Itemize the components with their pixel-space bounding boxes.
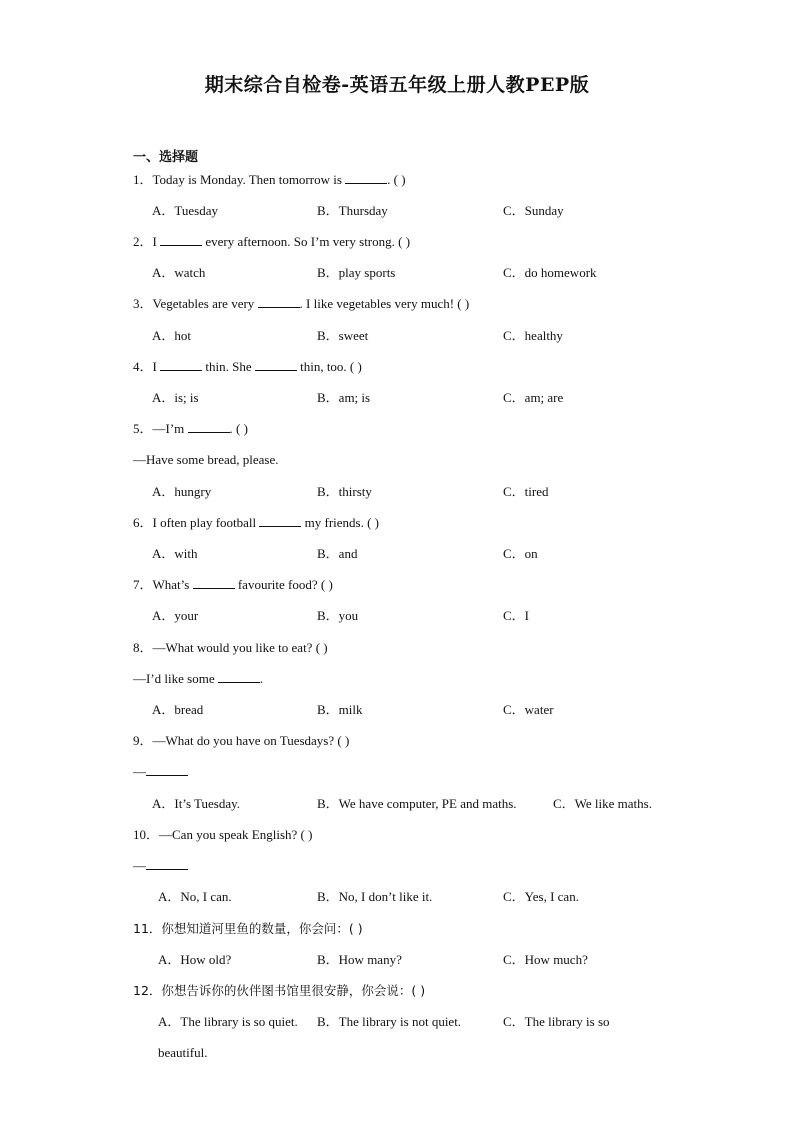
option-b[interactable]: B．Thursday xyxy=(317,203,388,218)
question-text: I xyxy=(152,234,161,249)
option-c-continued[interactable]: beautiful. xyxy=(158,1045,208,1060)
option-c[interactable]: C．The library is so xyxy=(503,1014,610,1029)
option-c[interactable]: C．Yes, I can. xyxy=(503,889,579,904)
option-a[interactable]: A．bread xyxy=(152,702,204,717)
question-text: I often play football xyxy=(152,515,260,530)
answer-blank xyxy=(160,359,202,371)
option-a[interactable]: A．with xyxy=(152,546,198,561)
option-c[interactable]: C．water xyxy=(503,702,554,717)
option-c[interactable]: C．healthy xyxy=(503,328,563,343)
answer-blank xyxy=(255,359,297,371)
question-text: thin. She xyxy=(202,359,255,374)
question-8 xyxy=(133,640,328,656)
option-b[interactable]: B．sweet xyxy=(317,328,369,343)
answer-blank xyxy=(218,671,260,683)
question-text: . xyxy=(259,671,264,686)
question-number: 6． xyxy=(133,515,153,530)
option-c[interactable]: C．do homework xyxy=(503,265,597,280)
answer-blank xyxy=(146,858,188,870)
question-number: 4． xyxy=(133,359,153,374)
question-text: —What would you like to eat? ( ) xyxy=(152,640,328,655)
option-b[interactable]: B．milk xyxy=(317,702,363,717)
option-b[interactable]: B．you xyxy=(317,608,359,623)
question-text: What’s xyxy=(152,577,193,592)
question-text: . ( ) xyxy=(229,421,248,436)
option-c[interactable]: C．on xyxy=(503,546,538,561)
option-c[interactable]: C．We like maths. xyxy=(553,796,652,811)
question-number: 7． xyxy=(133,577,153,592)
answer-line xyxy=(133,858,188,874)
question-3 xyxy=(133,296,469,312)
dialogue-line xyxy=(133,671,263,687)
option-a[interactable]: A．The library is so quiet. xyxy=(158,1014,298,1029)
option-c[interactable]: C．am; are xyxy=(503,390,564,405)
question-text: 你想告诉你的伙伴图书馆里很安静，你会说：( ) xyxy=(161,983,426,998)
question-number: 9． xyxy=(133,733,153,748)
dialogue-line: —Have some bread, please. xyxy=(133,452,279,467)
option-b[interactable]: B．No, I don’t like it. xyxy=(317,889,433,904)
option-b[interactable]: B．thirsty xyxy=(317,484,372,499)
question-7 xyxy=(133,577,333,593)
answer-blank xyxy=(345,172,387,184)
question-number: 3． xyxy=(133,296,153,311)
answer-line xyxy=(133,764,188,780)
question-text: —I’d like some xyxy=(133,671,218,686)
question-text: my friends. ( ) xyxy=(301,515,379,530)
option-b[interactable]: B．and xyxy=(317,546,358,561)
answer-blank xyxy=(193,577,235,589)
option-a[interactable]: A．No, I can. xyxy=(158,889,232,904)
question-text: . ( ) xyxy=(387,172,406,187)
option-a[interactable]: A．watch xyxy=(152,265,206,280)
question-number: 1． xyxy=(133,172,153,187)
question-text: favourite food? ( ) xyxy=(234,577,333,592)
option-c[interactable]: C．How much? xyxy=(503,952,588,967)
option-a[interactable]: A．hungry xyxy=(152,484,212,499)
question-2 xyxy=(133,234,410,250)
question-text: —I’m xyxy=(152,421,188,436)
option-a[interactable]: A．your xyxy=(152,608,199,623)
option-b[interactable]: B．play sports xyxy=(317,265,396,280)
question-11 xyxy=(133,921,363,937)
answer-blank xyxy=(188,421,230,433)
question-text: Vegetables are very xyxy=(152,296,258,311)
question-1 xyxy=(133,172,406,188)
answer-blank xyxy=(146,764,188,776)
answer-blank xyxy=(160,234,202,246)
option-c[interactable]: C．I xyxy=(503,608,530,623)
option-b[interactable]: B．am; is xyxy=(317,390,371,405)
question-4 xyxy=(133,359,362,375)
question-number: 10． xyxy=(133,827,160,842)
option-b[interactable]: B．How many? xyxy=(317,952,402,967)
question-text: I xyxy=(152,359,161,374)
question-6 xyxy=(133,515,379,531)
question-number: 11． xyxy=(133,921,162,936)
question-number: 5． xyxy=(133,421,153,436)
option-a[interactable]: A．is; is xyxy=(152,390,199,405)
option-a[interactable]: A．It’s Tuesday. xyxy=(152,796,241,811)
question-text: thin, too. ( ) xyxy=(296,359,362,374)
question-number: 2． xyxy=(133,234,153,249)
question-5 xyxy=(133,421,248,437)
question-number: 8． xyxy=(133,640,153,655)
question-10 xyxy=(133,827,312,843)
answer-blank xyxy=(258,296,300,308)
question-number: 12． xyxy=(133,983,162,998)
section-heading: 一、选择题 xyxy=(133,150,199,165)
option-a[interactable]: A．How old? xyxy=(158,952,232,967)
question-text: . I like vegetables very much! ( ) xyxy=(299,296,470,311)
question-text: —Can you speak English? ( ) xyxy=(159,827,313,842)
question-text: Today is Monday. Then tomorrow is xyxy=(152,172,346,187)
option-c[interactable]: C．Sunday xyxy=(503,203,564,218)
page-title: 期末综合自检卷-英语五年级上册人教PEP版 xyxy=(204,74,590,96)
question-9 xyxy=(133,733,349,749)
question-text: every afternoon. So I’m very strong. ( ) xyxy=(202,234,411,249)
option-c[interactable]: C．tired xyxy=(503,484,549,499)
dash: — xyxy=(133,764,146,779)
question-text: 你想知道河里鱼的数量，你会问：( ) xyxy=(161,921,363,936)
option-b[interactable]: B．We have computer, PE and maths. xyxy=(317,796,517,811)
answer-blank xyxy=(259,515,301,527)
option-b[interactable]: B．The library is not quiet. xyxy=(317,1014,462,1029)
dash: — xyxy=(133,858,146,873)
question-text: —What do you have on Tuesdays? ( ) xyxy=(152,733,350,748)
option-a[interactable]: A．hot xyxy=(152,328,192,343)
option-a[interactable]: A．Tuesday xyxy=(152,203,218,218)
question-12 xyxy=(133,983,425,999)
